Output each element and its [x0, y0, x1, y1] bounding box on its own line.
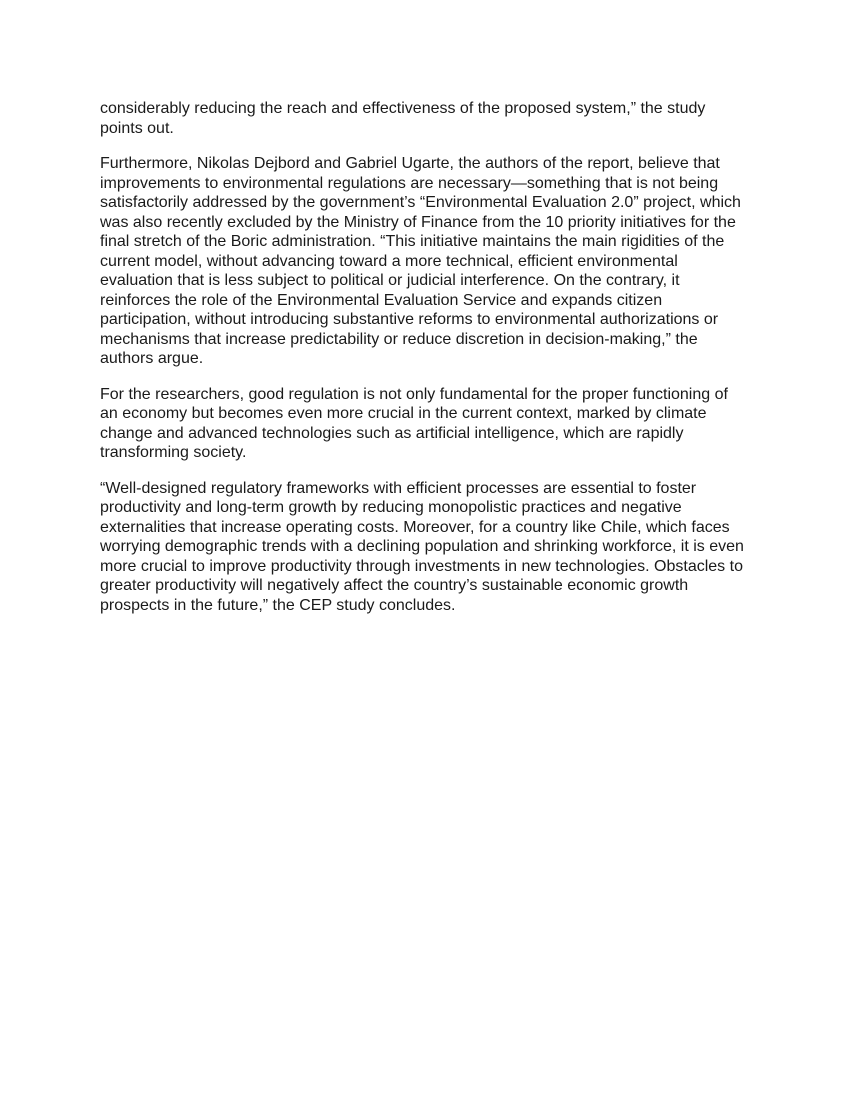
paragraph-3: For the researchers, good regulation is not only fundamental for the proper functioning of an economy but becomes even more crucial in the current context, marked by climate change and advanced technologies such as artificial intelligence, which are rapidly transforming society. — [100, 385, 728, 461]
document-body — [100, 99, 750, 631]
paragraph-2: Furthermore, Nikolas Dejbord and Gabriel Ugarte, the authors of the report, believe that improvements to environmental regulations are necessary—something that is not being satisfactorily addressed by the government’s “Environmental Evaluation 2.0” project, which was also recently excluded by the Ministry of Finance from the 10 priority initiatives for the final stretch of the Boric administration. “This initiative maintains the main rigidities of the current model, without advancing toward a more technical, efficient environmental evaluation that is less subject to political or judicial interference. On the contrary, it reinforces the role of the Environmental Evaluation Service and expands citizen participation, without introducing substantive reforms to environmental authorizations or mechanisms that increase predictability or reduce discretion in decision-making,” the authors argue. — [100, 155, 741, 367]
paragraph-4: “Well-designed regulatory frameworks with efficient processes are essential to foster productivity and long-term growth by reducing monopolistic practices and negative externalities that increase operating costs. Moreover, for a country like Chile, which faces worrying demographic trends with a declining population and shrinking workforce, it is even more crucial to improve productivity through investments in new technologies. Obstacles to greater productivity will negatively affect the country’s sustainable economic growth prospects in the future,” the CEP study concludes. — [100, 479, 744, 614]
paragraph-1: considerably reducing the reach and effectiveness of the proposed system,” the study points out. — [100, 100, 706, 137]
